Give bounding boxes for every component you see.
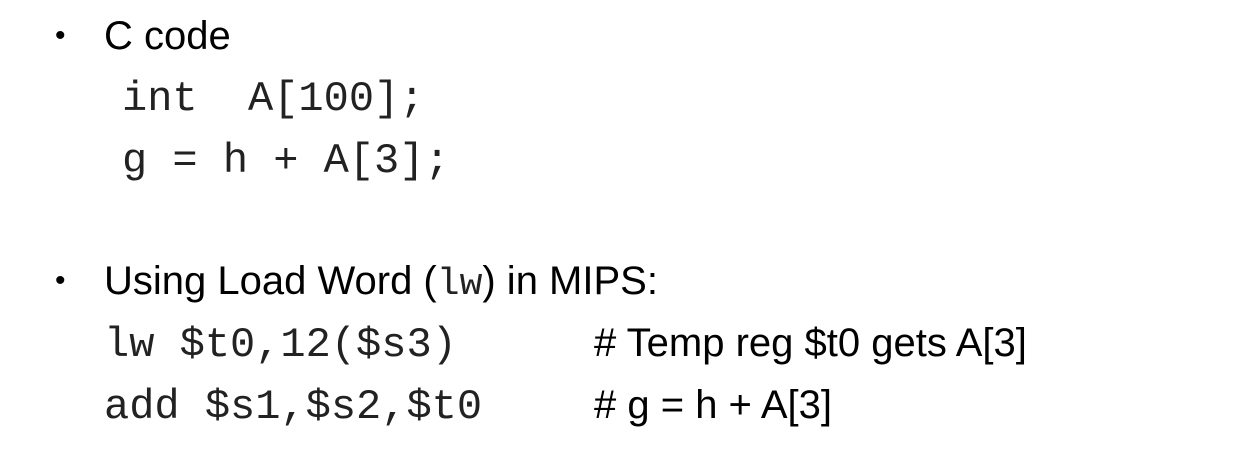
mips-heading-text-after: ) in MIPS: xyxy=(482,259,658,303)
mips-heading xyxy=(104,261,658,304)
mips-comment-lw: # Temp reg $t0 gets A[3] xyxy=(594,321,1027,365)
bullet-c-code: • xyxy=(55,19,66,52)
mips-heading-text-before: Using Load Word ( xyxy=(104,259,437,303)
c-code-line-declaration: int A[100]; xyxy=(122,75,425,123)
mips-instruction-add: add $s1,$s2,$t0 xyxy=(104,383,483,431)
mips-comment-add: # g = h + A[3] xyxy=(594,383,832,427)
mips-instruction-lw: lw $t0,12($s3) xyxy=(104,321,457,369)
c-code-line-assignment: g = h + A[3]; xyxy=(122,137,450,185)
c-code-heading: C code xyxy=(104,14,231,58)
mips-heading-lw-code: lw xyxy=(436,263,483,306)
bullet-mips: • xyxy=(55,264,66,297)
